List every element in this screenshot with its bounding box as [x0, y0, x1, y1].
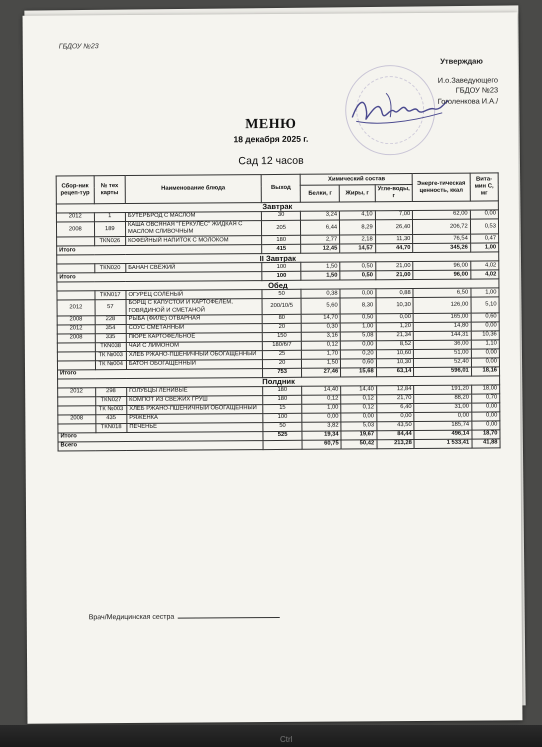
cell-proteins: 3,24 [301, 211, 340, 220]
total-energy: 496,14 [414, 430, 472, 439]
total-energy: 96,00 [413, 271, 471, 280]
header-proteins: Белки, г [301, 185, 340, 202]
cell-portion: 100 [262, 263, 302, 272]
cell-collection: 2008 [58, 415, 96, 424]
cell-carbs: 1,20 [376, 322, 414, 331]
cell-portion: 80 [262, 314, 302, 323]
cell-proteins: 3,16 [302, 332, 341, 341]
cell-proteins: 1,50 [301, 262, 340, 271]
total-proteins: 1,50 [301, 271, 340, 280]
footer-signature-line [89, 610, 280, 621]
cell-portion: 50 [263, 422, 303, 431]
cell-dish-name: РЫБА (ФИЛЕ) ОТВАРНАЯ [126, 314, 262, 324]
cell-energy: 76,54 [413, 235, 471, 244]
cell-fats: 1,00 [340, 323, 376, 332]
header-chem: Химический состав [301, 174, 413, 186]
cell-portion: 20 [262, 323, 302, 332]
cell-collection [57, 343, 95, 352]
cell-proteins: 0,12 [302, 341, 341, 350]
cell-vitamin: 0,00 [471, 349, 499, 358]
cell-fats: 0,00 [340, 289, 376, 298]
cell-carbs: 8,52 [376, 340, 414, 349]
cell-energy: 31,00 [414, 403, 472, 412]
total-label: Итого [57, 245, 262, 255]
cell-energy: 165,00 [413, 313, 471, 322]
cell-carbs: 10,60 [376, 349, 414, 358]
cell-tech-card: 189 [94, 222, 125, 238]
cell-energy: 6,50 [413, 289, 471, 298]
signature-blank [177, 610, 279, 619]
cell-carbs: 26,40 [375, 220, 413, 236]
cell-fats: 5,08 [340, 332, 376, 341]
meal-name: Обед [57, 279, 499, 291]
cell-tech-card: ТКN026 [94, 237, 125, 246]
grand-total-vitamin: 41,88 [472, 439, 500, 448]
cell-dish-name: КОМПОТ ИЗ СВЕЖИХ ГРУШ [127, 395, 263, 405]
cell-tech-card: ТКN020 [94, 264, 125, 273]
meal-name: Полдник [58, 376, 500, 388]
cell-energy: 96,00 [413, 262, 471, 271]
header-fats: Жиры, г [339, 185, 375, 202]
device-key-label: Ctrl [280, 735, 293, 744]
total-portion: 415 [261, 245, 301, 254]
cell-carbs: 0,00 [376, 313, 414, 322]
cell-proteins: 5,60 [302, 298, 341, 314]
total-energy: 596,01 [414, 367, 472, 376]
cell-energy: 206,72 [413, 219, 471, 235]
cell-tech-card: ТК №003 [95, 405, 126, 414]
cell-proteins: 1,00 [302, 404, 341, 413]
grand-total-row [58, 439, 500, 451]
cell-vitamin: 0,53 [470, 219, 498, 235]
cell-fats: 0,20 [341, 350, 377, 359]
cell-energy: 191,20 [414, 385, 472, 394]
total-carbs: 44,70 [375, 244, 413, 253]
cell-portion: 25 [262, 350, 302, 359]
meal-name: Завтрак [56, 201, 498, 213]
document-title: МЕНЮ [245, 116, 297, 133]
cell-dish-name: ГОЛУБЦЫ ЛЕНИВЫЕ [127, 386, 263, 396]
cell-dish-name: КОФЕЙНЫЙ НАПИТОК С МОЛОКОМ [126, 236, 262, 246]
cell-collection: 2008 [57, 316, 95, 325]
cell-vitamin: 0,70 [471, 394, 499, 403]
cell-portion: 180 [261, 236, 301, 245]
cell-proteins: 2,77 [301, 235, 340, 244]
cell-fats: 8,29 [340, 220, 376, 236]
cell-carbs: 0,88 [376, 289, 414, 298]
cell-vitamin: 5,10 [471, 297, 499, 313]
cell-portion: 180/6/7 [262, 341, 302, 350]
header-portion: Выход [261, 174, 301, 202]
cell-vitamin: 0,00 [471, 403, 499, 412]
total-fats: 15,68 [341, 368, 377, 377]
cell-tech-card: ТК №003 [95, 351, 126, 360]
cell-fats: 4,10 [340, 211, 376, 220]
grand-total-label: Всего [58, 440, 263, 450]
cell-proteins: 1,50 [302, 359, 341, 368]
cell-collection [58, 406, 96, 415]
header-energy: Энерге-тическая ценность, ккал [412, 173, 470, 201]
cell-dish-name: БОРЩ С КАПУСТОЙ И КАРТОФЕЛЕМ, ГОВЯДИНОЙ И СМЕТАНОЙ [126, 299, 262, 315]
cell-vitamin: 1,00 [471, 288, 499, 297]
grand-total-carbs: 213,28 [377, 439, 415, 448]
cell-proteins: 14,70 [302, 314, 341, 323]
cell-tech-card: 298 [95, 387, 126, 396]
cell-dish-name: КАША ОВСЯНАЯ "ГЕРКУЛЕС" ЖИДКАЯ С МАСЛОМ СЛИВОЧНЫМ [125, 221, 261, 237]
cell-carbs: 10,30 [376, 358, 414, 367]
cell-portion: 30 [261, 211, 301, 220]
cell-dish-name: РЯЖЕНКА [127, 413, 263, 423]
cell-dish-name: СОУС СМЕТАННЫЙ [126, 323, 262, 333]
cell-vitamin: 0,00 [472, 412, 500, 421]
cell-fats: 0,50 [340, 314, 376, 323]
cell-energy: 144,31 [414, 331, 472, 340]
cell-proteins: 0,12 [302, 395, 341, 404]
cell-collection [57, 352, 95, 361]
school-name: ГБДОУ №23 [58, 43, 99, 51]
total-fats: 0,50 [340, 271, 376, 280]
total-energy: 345,26 [413, 244, 471, 253]
cell-carbs: 21,34 [376, 331, 414, 340]
cell-vitamin: 4,02 [470, 261, 498, 270]
total-carbs: 63,14 [376, 367, 414, 376]
total-proteins: 12,45 [301, 244, 340, 253]
cell-collection: 2012 [58, 388, 96, 397]
cell-vitamin: 0,60 [471, 313, 499, 322]
cell-energy: 52,40 [414, 358, 472, 367]
total-label: Итого [57, 272, 262, 282]
grand-total-portion [263, 440, 303, 449]
cell-dish-name: ОГУРЕЦ СОЛЕНЫЙ [126, 290, 262, 300]
total-fats: 19,67 [341, 431, 377, 440]
total-proteins: 27,46 [302, 368, 341, 377]
cell-fats: 0,60 [341, 359, 377, 368]
cell-carbs: 0,00 [376, 412, 414, 421]
cell-proteins: 0,38 [301, 289, 340, 298]
total-portion: 100 [262, 272, 302, 281]
cell-carbs: 7,00 [375, 211, 413, 220]
cell-tech-card: 335 [95, 333, 126, 342]
cell-fats: 0,12 [341, 395, 377, 404]
cell-dish-name: БУТЕРБРОД С МАСЛОМ [125, 212, 261, 222]
cell-proteins: 0,30 [302, 323, 341, 332]
cell-carbs: 21,70 [376, 394, 414, 403]
group-title: Сад 12 часов [238, 154, 304, 168]
cell-collection: 2012 [56, 213, 94, 222]
cell-tech-card: ТК №004 [95, 360, 126, 369]
cell-fats: 0,00 [341, 413, 377, 422]
approval-heading: Утверждаю [440, 56, 483, 66]
cell-dish-name: ПЮРЕ КАРТОФЕЛЬНОЕ [126, 332, 262, 342]
cell-energy: 14,80 [413, 322, 471, 331]
total-proteins: 19,34 [302, 431, 341, 440]
cell-portion: 205 [261, 220, 301, 236]
total-vitamin: 18,70 [472, 430, 500, 439]
cell-fats: 2,18 [340, 235, 376, 244]
cell-dish-name: ХЛЕБ РЖАНО-ПШЕНИЧНЫЙ ОБОГАЩЕННЫЙ [127, 404, 263, 414]
cell-dish-name: БАТОН ОБОГАЩЕННЫЙ [126, 359, 262, 369]
grand-total-proteins: 60,75 [302, 440, 341, 449]
cell-tech-card: ТКN038 [95, 342, 126, 351]
header-tech-card: № тех карты [94, 176, 126, 204]
cell-collection: 2008 [56, 222, 94, 238]
cell-collection [57, 291, 95, 300]
total-vitamin: 1,00 [470, 243, 498, 252]
cell-fats: 0,00 [340, 341, 376, 350]
cell-portion: 180 [262, 386, 302, 395]
cell-proteins: 3,82 [302, 422, 341, 431]
menu-table-body [56, 201, 500, 451]
cell-fats: 0,50 [340, 262, 376, 271]
cell-proteins: 6,44 [301, 220, 340, 236]
total-portion: 753 [262, 368, 302, 377]
cell-portion: 20 [262, 359, 302, 368]
cell-tech-card: ТКN018 [95, 423, 126, 432]
total-portion: 525 [263, 431, 303, 440]
cell-carbs: 43,50 [377, 421, 415, 430]
approval-line-3: Гоголенкова И.А./ [437, 95, 499, 106]
cell-energy: 0,00 [414, 412, 472, 421]
cell-vitamin: 1,10 [471, 340, 499, 349]
cell-portion: 150 [262, 332, 302, 341]
cell-dish-name: ХЛЕБ РЖАНО-ПШЕНИЧНЫЙ ОБОГАЩЕННЫЙ [126, 350, 262, 360]
device-bezel [0, 725, 542, 747]
cell-vitamin: 0,00 [470, 210, 498, 219]
cell-portion: 200/10/5 [262, 299, 302, 315]
cell-dish-name: ЧАЙ С ЛИМОНОМ [126, 341, 262, 351]
cell-portion: 180 [262, 395, 302, 404]
cell-tech-card: ТКN017 [95, 291, 126, 300]
total-label: Итого [58, 431, 263, 441]
total-carbs: 84,44 [377, 430, 415, 439]
cell-collection [57, 361, 95, 370]
cell-portion: 50 [262, 290, 302, 299]
total-fats: 14,57 [340, 244, 376, 253]
cell-energy: 88,20 [414, 394, 472, 403]
approval-line-1: И.о.Заведующего [437, 74, 499, 85]
total-carbs: 21,00 [375, 271, 413, 280]
cell-proteins: 14,40 [302, 386, 341, 395]
cell-collection [58, 424, 96, 433]
cell-proteins: 1,70 [302, 350, 341, 359]
meal-name: II Завтрак [57, 252, 499, 264]
cell-carbs: 11,30 [375, 235, 413, 244]
cell-fats: 5,03 [341, 422, 377, 431]
cell-proteins: 0,00 [302, 413, 341, 422]
cell-fats: 14,40 [341, 386, 377, 395]
cell-fats: 8,30 [340, 298, 376, 314]
header-dish-name: Наименование блюда [125, 175, 261, 204]
cell-tech-card: 354 [95, 324, 126, 333]
header-vitamin: Вита-мин С, мг [470, 173, 498, 201]
menu-document [23, 12, 523, 723]
cell-energy: 185,74 [414, 421, 472, 430]
cell-collection: 2012 [57, 325, 95, 334]
cell-energy: 36,00 [414, 340, 472, 349]
cell-dish-name: БАНАН СВЕЖИЙ [126, 263, 262, 273]
cell-collection: 2012 [57, 300, 95, 316]
cell-tech-card: 1 [94, 213, 125, 222]
cell-vitamin: 0,00 [471, 358, 499, 367]
grand-total-energy: 1 533,41 [414, 439, 472, 448]
menu-table [56, 172, 501, 451]
cell-collection: 2008 [57, 334, 95, 343]
cell-vitamin: 18,00 [471, 385, 499, 394]
header-collection: Сбор-ник рецеп-тур [56, 176, 94, 204]
cell-collection [57, 237, 95, 246]
grand-total-fats: 50,42 [341, 440, 377, 449]
total-label: Итого [58, 368, 263, 378]
cell-carbs: 6,40 [376, 403, 414, 412]
cell-carbs: 12,84 [376, 385, 414, 394]
cell-vitamin: 10,36 [471, 331, 499, 340]
cell-carbs: 10,30 [376, 298, 414, 314]
cell-portion: 15 [263, 404, 303, 413]
cell-tech-card: ТКN027 [95, 396, 126, 405]
cell-carbs: 21,00 [375, 262, 413, 271]
cell-energy: 126,00 [413, 298, 471, 314]
cell-fats: 0,12 [341, 404, 377, 413]
cell-energy: 51,00 [414, 349, 472, 358]
cell-tech-card: 57 [95, 300, 126, 316]
approval-block [378, 56, 498, 107]
cell-portion: 100 [263, 413, 303, 422]
total-vitamin: 4,02 [471, 270, 499, 279]
cell-vitamin: 0,00 [471, 322, 499, 331]
approval-line-2: ГБДОУ №23 [455, 85, 499, 95]
cell-vitamin: 0,47 [470, 234, 498, 243]
document-date: 18 декабря 2025 г. [233, 133, 309, 145]
header-carbs: Угле-воды, г [375, 185, 413, 202]
cell-collection [57, 264, 95, 273]
cell-dish-name: ПЕЧЕНЬЕ [127, 422, 263, 432]
total-vitamin: 18,16 [471, 367, 499, 376]
cell-tech-card: 228 [95, 315, 126, 324]
cell-vitamin: 0,00 [472, 421, 500, 430]
footer-label: Врач/Медицинская сестра [88, 613, 175, 622]
cell-collection [58, 397, 96, 406]
cell-energy: 62,00 [413, 210, 471, 219]
cell-tech-card: 435 [95, 414, 126, 423]
